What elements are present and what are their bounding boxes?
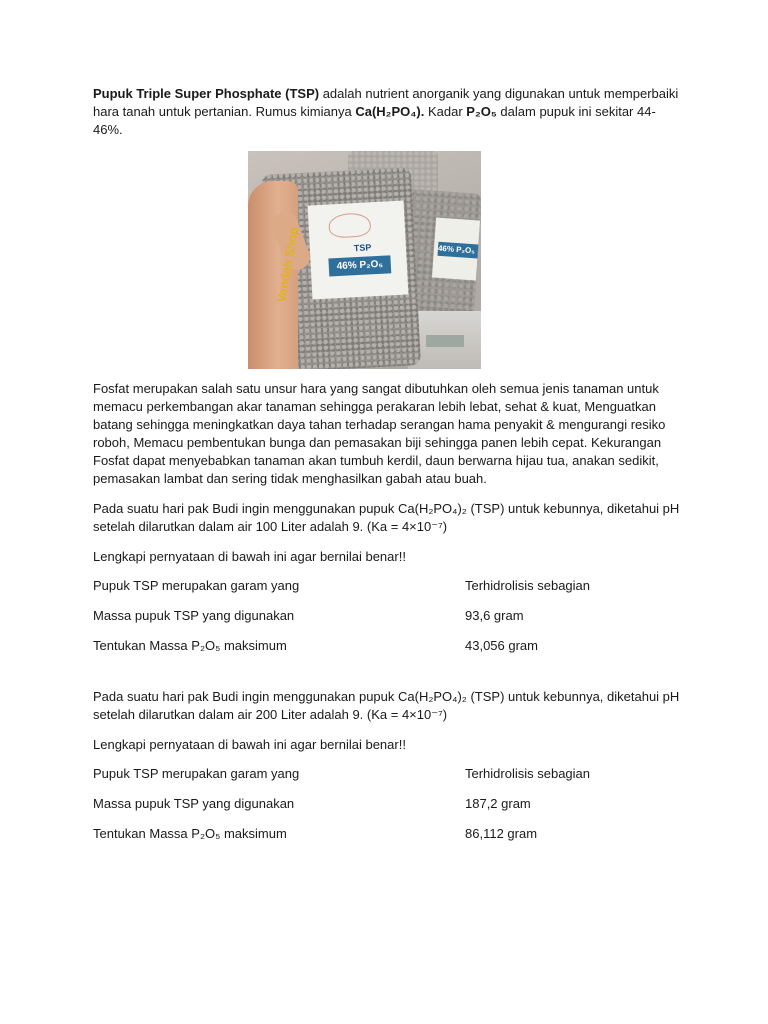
intro-paragraph [93,85,683,139]
row-answer: Terhidrolisis sebagian [465,578,591,593]
watermark: Vandah Shop [273,226,301,304]
answer-row [93,638,683,656]
flower-logo-icon [328,212,371,238]
bag-label-brand: TSP [353,242,372,254]
intro-text-1: adalah nutrient anorganik yang digunakan untuk memperbaiki hara tanah untuk pertanian. Rumus kimianya [93,86,679,119]
problem-1 [93,500,683,656]
intro-title: Pupuk Triple Super Phosphate (TSP) [93,86,320,101]
row-answer: Terhidrolisis sebagian [465,766,591,781]
intro-oxide: P₂O₅ [466,104,497,119]
problem-2 [93,688,683,844]
answer-row [93,826,683,844]
intro-text-2: Kadar [424,104,467,119]
intro-text-3: dalam pupuk ini sekitar 44-46%. [93,104,656,137]
intro-formula: Ca(H₂PO₄). [355,104,425,119]
problem-statement: Pada suatu hari pak Budi ingin menggunakan pupuk Ca(H₂PO₄)₂ (TSP) untuk kebunnya, diketahui pH setelah dilarutkan dalam air 200 Liter adalah 9. (Ka = 4×10⁻⁷) [93,689,680,722]
row-answer: 93,6 gram [465,608,524,623]
row-answer: 86,112 gram [465,826,538,841]
row-label: Tentukan Massa P₂O₅ maksimum [93,826,287,841]
answer-row [93,766,683,784]
answer-row [93,796,683,814]
row-answer: 187,2 gram [465,796,531,811]
description-paragraph: Fosfat merupakan salah satu unsur hara yang sangat dibutuhkan oleh semua jenis tanaman untuk memacu perkembangan akar tanaman sehingga perakaran lebih lebat, sehat & kuat, Menguatkan batang sehingga meningkatkan daya tahan terhadap serangan hama penyakit & mengurangi resiko roboh, Memacu pembentukan bunga dan pemasakan biji sehingga panen lebih cepat. Kekurangan Fosfat dapat menyebabkan tanaman akan tumbuh kerdil, daun berwarna hijau tua, anakan sedikit, pemasakan lambat dan sering tidak menghasilkan gabah atau buah. [93,381,666,486]
problem-instruction: Lengkapi pernyataan di bawah ini agar bernilai benar!! [93,737,406,752]
tsp-fertilizer-photo [248,151,481,369]
row-label: Massa pupuk TSP yang digunakan [93,608,295,623]
problem-instruction: Lengkapi pernyataan di bawah ini agar bernilai benar!! [93,549,406,564]
problem-statement: Pada suatu hari pak Budi ingin menggunakan pupuk Ca(H₂PO₄)₂ (TSP) untuk kebunnya, diketahui pH setelah dilarutkan dalam air 100 Liter adalah 9. (Ka = 4×10⁻⁷) [93,501,680,534]
row-label: Pupuk TSP merupakan garam yang [93,766,300,781]
bag-label-badge: 46% P₂O₅ [328,255,391,276]
scale-display [426,335,464,347]
section-spacer [93,656,683,688]
row-label: Tentukan Massa P₂O₅ maksimum [93,638,287,653]
photo-container [93,151,683,369]
row-answer: 43,056 gram [465,638,538,653]
bag-back-badge: 46% P₂O₅ [437,242,478,259]
bag-label [307,201,408,300]
document-page [93,85,683,844]
row-label: Pupuk TSP merupakan garam yang [93,578,300,593]
row-label: Massa pupuk TSP yang digunakan [93,796,295,811]
answer-row [93,608,683,626]
bag-back-label [431,218,479,281]
answer-row [93,578,683,596]
